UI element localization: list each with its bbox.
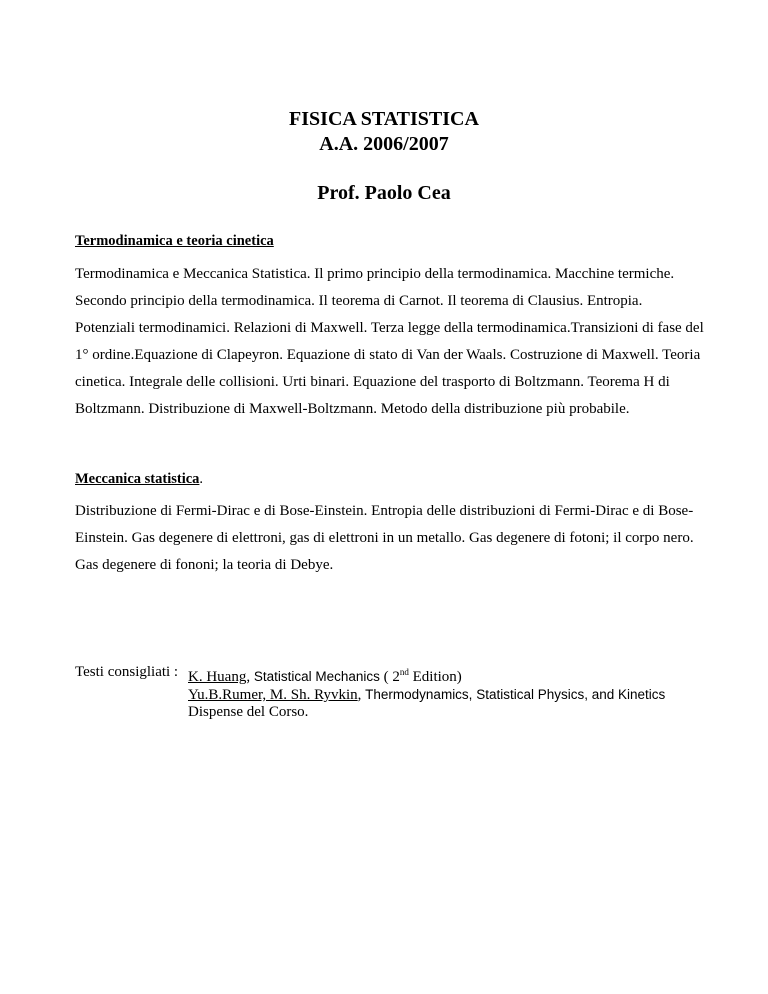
references-label: Testi consigliati : <box>75 664 179 680</box>
section-body-termodinamica: Termodinamica e Meccanica Statistica. Il primo principio della termodinamica. Macchine termiche. Secondo principio della termodinamica. Il teorema di Carnot. Il teorema di Clausius. Entropia. Potenziali termodinamici. Relazioni di Maxwell. Terza legge della termodinamica.Transizioni di fase del 1° ordine.Equazione di Clapeyron. Equazione di stato di Van der Waals. Costruzione di Maxwell. Teoria cinetica. Integrale delle collisioni. Urti binari. Equazione del trasporto di Boltzmann. Teorema H di Boltzmann. Distribuzione di Maxwell-Boltzmann. Metodo della distribuzione più probabile. <box>75 266 704 417</box>
professor-name: Prof. Paolo Cea <box>317 182 451 204</box>
title-block <box>0 107 768 206</box>
section-heading-meccanica <box>75 471 203 488</box>
reference-separator: , <box>357 687 366 703</box>
course-title: FISICA STATISTICA <box>289 108 479 130</box>
reference-author: Yu.B.Rumer, M. Sh. Ryvkin <box>188 687 358 703</box>
section-heading-text: Meccanica statistica <box>75 471 200 487</box>
reference-item <box>188 686 748 704</box>
section-body-meccanica: Distribuzione di Fermi-Dirac e di Bose-Einstein. Entropia delle distribuzioni di Fermi-Dirac e di Bose-Einstein. Gas degenere di elettroni, gas di elettroni in un metallo. Gas degenere di fotoni; il corpo nero. Gas degenere di fononi; la teoria di Debye. <box>75 503 694 573</box>
references-list <box>188 664 748 721</box>
reference-item: Dispense del Corso. <box>188 704 309 720</box>
reference-author: K. Huang <box>188 669 247 685</box>
heading-period: . <box>199 471 204 487</box>
section-heading-termodinamica <box>75 233 274 250</box>
reference-title: Thermodynamics, Statistical Physics, and Kinetics <box>365 687 666 702</box>
reference-item <box>188 664 748 686</box>
reference-separator: , <box>246 669 254 685</box>
reference-title: Statistical Mechanics <box>253 669 380 684</box>
section-heading-text: Termodinamica e teoria cinetica <box>75 233 274 249</box>
academic-year: A.A. 2006/2007 <box>319 133 449 155</box>
reference-edition-sup: nd <box>399 667 409 677</box>
reference-edition-close: Edition) <box>408 669 462 685</box>
reference-edition-open: ( 2 <box>379 669 400 685</box>
